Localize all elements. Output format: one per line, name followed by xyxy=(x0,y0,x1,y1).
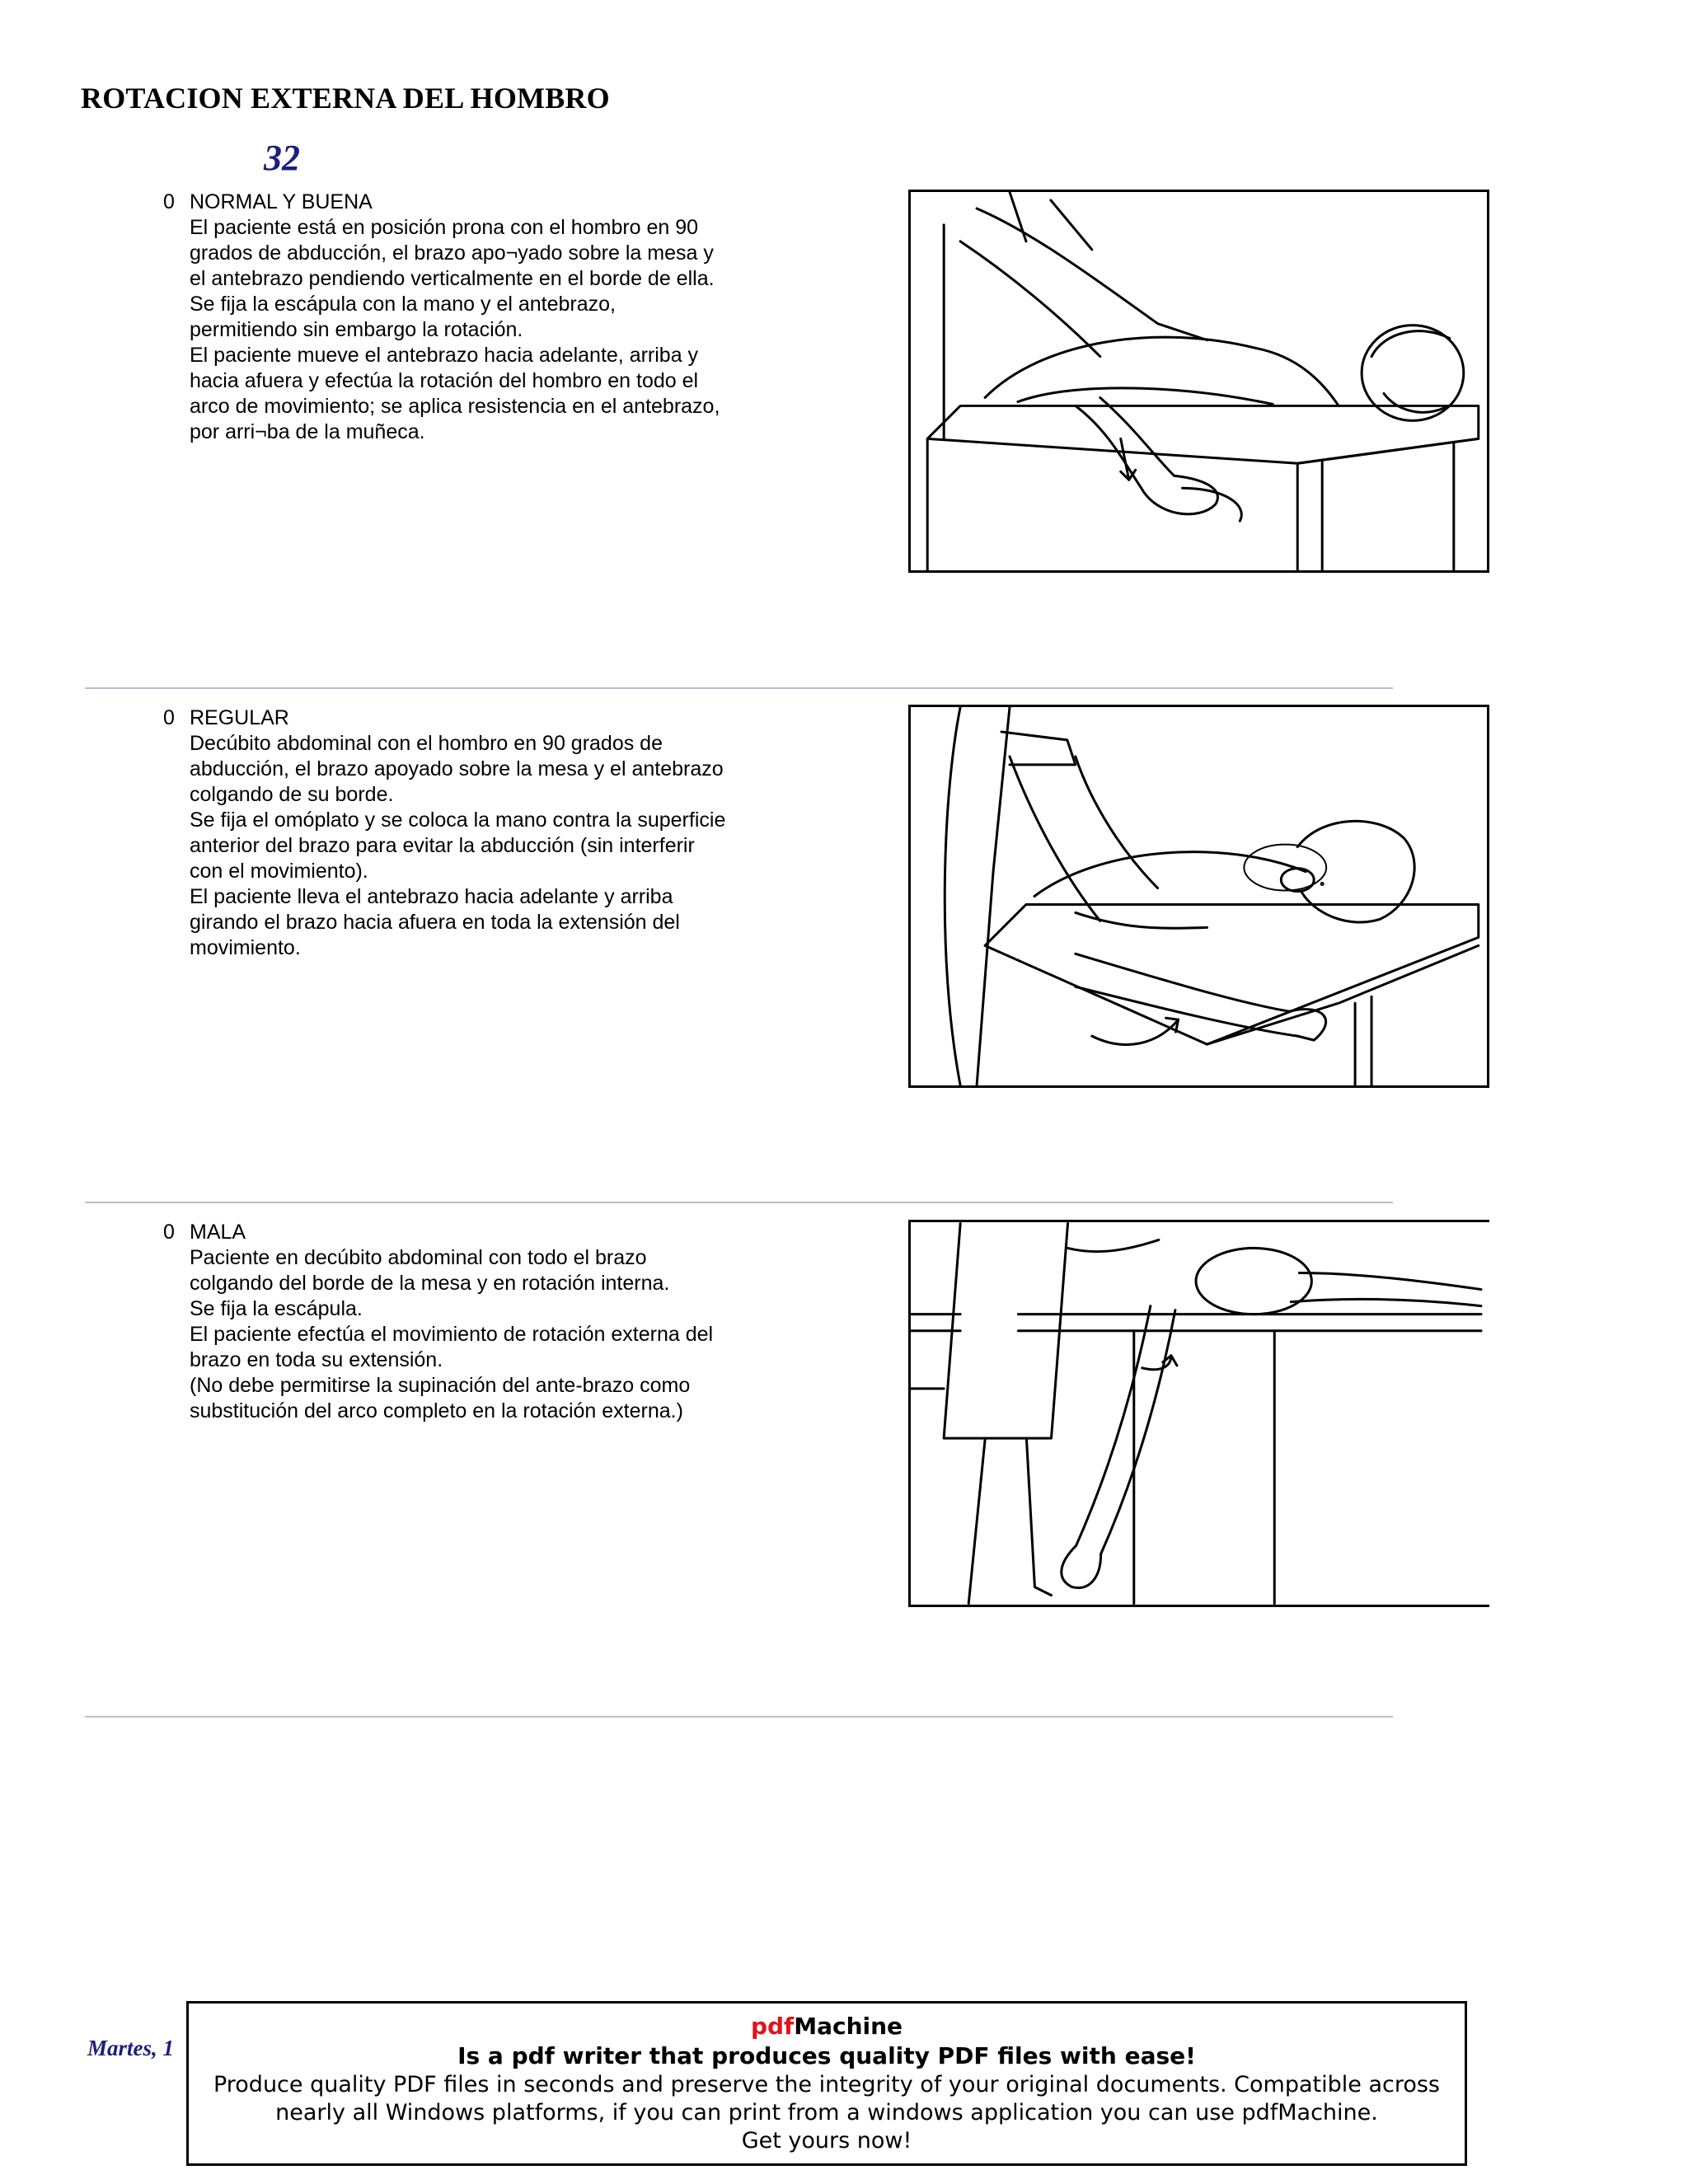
section-description: Paciente en decúbito abdominal con todo el brazo colgando del borde de la mesa y en rotación interna. Se fija la escápula. El paciente efectúa el movimiento de rotación externa del brazo en toda su extensión. (No debe permitirse la supinación del ante-brazo como substitución del arco completo en la rotación externa.) xyxy=(190,1246,714,1422)
section-divider xyxy=(85,687,1393,689)
grade-label: NORMAL Y BUENA xyxy=(190,190,373,213)
illustration-normal-y-buena xyxy=(908,190,1489,573)
footer-date: Martes, 1 xyxy=(87,2036,175,2060)
grade-number: 0 xyxy=(163,1221,175,1244)
ad-cta-link[interactable]: Get yours now! xyxy=(741,2128,912,2154)
section-description: Decúbito abdominal con el hombro en 90 grados de abducción, el brazo apoyado sobre la mesa y el antebrazo colgando de su borde. Se fija el omóplato y se coloca la mano contra la superficie anterior del brazo para evitar la abducción (sin interferir con el movimiento). El paciente lleva el antebrazo hacia adelante y arriba girando el brazo hacia afuera en toda la extensión del movimiento. xyxy=(190,732,726,959)
section-regular xyxy=(163,705,790,961)
section-divider xyxy=(85,1716,1393,1718)
section-description: El paciente está en posición prona con el hombro en 90 grados de abducción, el brazo apo¬yado sobre la mesa y el antebrazo pendiendo verticalmente en el borde de ella. Se fija la escápula con la mano y el antebrazo, permitiendo sin embargo la rotación. El paciente mueve el antebrazo hacia adelante, arriba y hacia afuera y efectúa la rotación del hombro en todo el arco de movimiento; se aplica resistencia en el antebrazo, por arri¬ba de la muñeca. xyxy=(190,216,720,443)
illustration-mala xyxy=(908,1220,1489,1607)
grade-number: 0 xyxy=(163,190,175,213)
page-number: 32 xyxy=(264,138,300,178)
page-title: ROTACION EXTERNA DEL HOMBRO xyxy=(81,82,610,115)
illustration-regular xyxy=(908,705,1489,1088)
grade-label: REGULAR xyxy=(190,706,289,729)
grade-number: 0 xyxy=(163,706,175,729)
pdfmachine-ad-banner[interactable] xyxy=(186,2001,1467,2166)
section-divider xyxy=(85,1202,1393,1203)
ad-brand-pdf: pdf xyxy=(750,2013,795,2040)
grade-label: MALA xyxy=(190,1221,246,1244)
ad-brand-machine: Machine xyxy=(794,2013,903,2040)
ad-brand xyxy=(189,2012,1465,2041)
section-mala xyxy=(163,1220,790,1424)
ad-headline: Is a pdf writer that produces quality PDF files with ease! xyxy=(457,2042,1196,2069)
section-normal-y-buena xyxy=(163,190,790,445)
ad-body: Produce quality PDF files in seconds and preserve the integrity of your original documents. Compatible across nearly all Windows platforms, if you can print from a windows application you can use pdfMachine. xyxy=(213,2072,1441,2125)
